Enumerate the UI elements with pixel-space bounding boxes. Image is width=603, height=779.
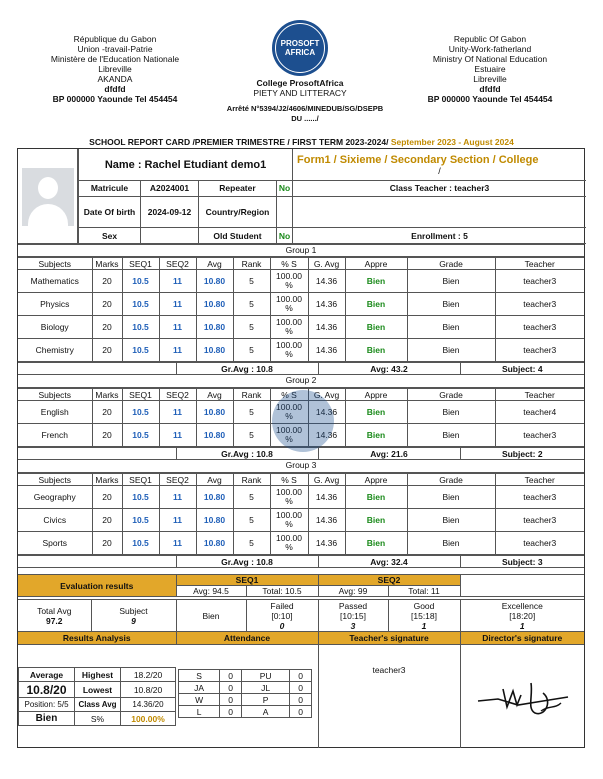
- bottom-headers: [18, 631, 584, 645]
- subject-cell: 11: [159, 401, 196, 424]
- subject-cell: 20: [92, 486, 122, 509]
- group-subject: Subject: 2: [460, 448, 584, 460]
- column-header: G. Avg: [308, 258, 345, 270]
- subject-cell: teacher3: [495, 316, 584, 339]
- country-value: [277, 196, 293, 228]
- subject-cell: 10.80: [196, 509, 233, 532]
- subject-cell: Biology: [18, 316, 92, 339]
- attendance-cell: 0: [290, 682, 312, 694]
- subject-cell: 10.5: [122, 293, 159, 316]
- enrollment: Enrollment : 5: [293, 228, 587, 244]
- column-header: G. Avg: [308, 389, 345, 401]
- attendance-header: Attendance: [176, 632, 318, 645]
- excellence-range: [18:20]: [509, 610, 536, 621]
- seq2-total: Total: 11: [388, 586, 460, 597]
- column-header: Avg: [196, 258, 233, 270]
- subject-cell: 10.5: [122, 424, 159, 447]
- excellence-cell: [460, 600, 584, 632]
- school-motto: PIETY AND LITTERACY: [253, 88, 347, 98]
- seq2-avg: Avg: 99: [318, 586, 388, 597]
- header-right-line: Libreville: [473, 74, 507, 84]
- blank-cell: [18, 556, 176, 568]
- excellence-label: Excellence: [501, 600, 543, 611]
- seq2-header: SEQ2: [318, 575, 460, 586]
- attendance-cell: W: [179, 694, 220, 706]
- group-gr-avg: Gr.Avg : 10.8: [176, 556, 318, 568]
- attendance-cell: PU: [241, 670, 289, 682]
- subject-cell: 10.5: [122, 532, 159, 555]
- blank-cell: [293, 196, 587, 228]
- evaluation-title: Evaluation results: [18, 575, 176, 597]
- table-row: [18, 509, 584, 532]
- lowest-label: Lowest: [75, 682, 121, 698]
- subject-cell: Bien: [345, 424, 407, 447]
- subject-cell: teacher3: [495, 339, 584, 362]
- subject-count-cell: [91, 600, 176, 632]
- group-avg: Avg: 43.2: [318, 363, 460, 375]
- student-info: [18, 149, 586, 244]
- subject-cell: 11: [159, 293, 196, 316]
- seq1-total: Total: 10.5: [246, 586, 318, 597]
- subject-cell: 14.36: [308, 316, 345, 339]
- column-header: % S: [270, 474, 308, 486]
- passed-range: [10:15]: [340, 610, 366, 621]
- average-label: Average: [19, 668, 75, 682]
- group-title: Group 2: [18, 375, 584, 388]
- header-left-line: Ministère de l'Education Nationale: [50, 54, 180, 64]
- position: Position: 5/5: [19, 698, 75, 712]
- group-title: Group 3: [18, 460, 584, 473]
- column-header: SEQ2: [159, 389, 196, 401]
- attendance-cell: JL: [241, 682, 289, 694]
- group-gr-avg: Gr.Avg : 10.8: [176, 363, 318, 375]
- subject-cell: 10.5: [122, 316, 159, 339]
- subject-cell: 14.36: [308, 293, 345, 316]
- table-row: [18, 532, 584, 555]
- table-row: [18, 270, 584, 293]
- group-summary: [18, 555, 584, 568]
- subject-cell: 10.5: [122, 339, 159, 362]
- attendance-cell: S: [179, 670, 220, 682]
- subject-cell: 10.5: [122, 486, 159, 509]
- column-header: Appre: [345, 474, 407, 486]
- attendance-row: [179, 670, 312, 682]
- subject-cell: Bien: [345, 316, 407, 339]
- divider: [318, 644, 319, 748]
- subject-cell: 100.00 %: [270, 270, 308, 293]
- column-header: Rank: [233, 474, 270, 486]
- subject-cell: Bien: [407, 270, 495, 293]
- header-left-line: République du Gabon: [73, 34, 157, 44]
- subject-cell: 11: [159, 486, 196, 509]
- subject-cell: Chemistry: [18, 339, 92, 362]
- column-header: Rank: [233, 258, 270, 270]
- class-info-slash: /: [438, 165, 441, 176]
- dob-label: Date Of birth: [79, 196, 141, 228]
- subject-cell: 5: [233, 316, 270, 339]
- student-photo: [18, 149, 78, 244]
- class-avg-value: 14.36/20: [121, 698, 176, 712]
- group-table: [18, 257, 584, 362]
- header-right-line: dfdfd: [479, 84, 501, 94]
- attendance-cell: 0: [290, 694, 312, 706]
- subject-cell: Bien: [407, 509, 495, 532]
- highest-label: Highest: [75, 668, 121, 682]
- student-info-table: [78, 149, 586, 244]
- appreciation: Bien: [176, 600, 246, 632]
- column-header: % S: [270, 389, 308, 401]
- attendance-cell: JA: [179, 682, 220, 694]
- column-header: Subjects: [18, 474, 92, 486]
- subject-cell: 11: [159, 316, 196, 339]
- subject-cell: Bien: [407, 339, 495, 362]
- header-right-line: Estuaire: [474, 64, 506, 74]
- subject-cell: 5: [233, 339, 270, 362]
- evaluation-stats: [18, 599, 584, 632]
- subject-cell: 100.00 %: [270, 486, 308, 509]
- header-right: [405, 34, 575, 104]
- logo-text-1: PROSOFT: [280, 39, 320, 48]
- column-header: Appre: [345, 258, 407, 270]
- passed-label: Passed: [338, 600, 368, 611]
- group-subject: Subject: 3: [460, 556, 584, 568]
- group-avg: Avg: 21.6: [318, 448, 460, 460]
- decree-line: DU ....../: [291, 114, 319, 123]
- header-left: [30, 34, 200, 104]
- total-avg-value: 97.2: [45, 615, 63, 626]
- evaluation-table: [18, 574, 584, 597]
- column-header: G. Avg: [308, 474, 345, 486]
- subject-cell: 11: [159, 532, 196, 555]
- header-left-line: Libreville: [98, 64, 132, 74]
- subject-cell: 10.5: [122, 509, 159, 532]
- subject-cell: 5: [233, 424, 270, 447]
- attendance-cell: L: [179, 706, 220, 718]
- director-signature-image: [473, 671, 573, 721]
- attendance-row: [179, 706, 312, 718]
- average-value: 10.8/20: [19, 682, 75, 698]
- final-appreciation: Bien: [19, 712, 75, 726]
- subject-cell: 10.80: [196, 316, 233, 339]
- subject-cell: Bien: [345, 486, 407, 509]
- column-header: SEQ1: [122, 389, 159, 401]
- results-analysis-header: Results Analysis: [18, 632, 176, 645]
- teacher-signature-header: Teacher's signature: [318, 632, 460, 645]
- column-header: Teacher: [495, 474, 584, 486]
- failed-range: [0:10]: [271, 610, 293, 621]
- report-title-main: SCHOOL REPORT CARD /PREMIER TRIMESTRE / FIRST TERM 2023-2024/: [89, 137, 389, 147]
- header-left-line: Union -travail-Patrie: [77, 44, 153, 54]
- subject-cell: 11: [159, 339, 196, 362]
- subject-cell: 20: [92, 293, 122, 316]
- director-signature-header: Director's signature: [460, 632, 584, 645]
- attendance-cell: 0: [220, 706, 242, 718]
- attendance-cell: 0: [220, 694, 242, 706]
- old-student-label: Old Student: [199, 228, 277, 244]
- subject-cell: 14.36: [308, 424, 345, 447]
- total-avg-cell: [18, 600, 91, 632]
- column-header: Marks: [92, 474, 122, 486]
- subject-cell: 14.36: [308, 486, 345, 509]
- highest-value: 18.2/20: [121, 668, 176, 682]
- subject-cell: 100.00 %: [270, 293, 308, 316]
- sex-label: Sex: [79, 228, 141, 244]
- matricule-label: Matricule: [79, 181, 141, 197]
- header-right-line: Ministry Of National Education: [432, 54, 548, 64]
- subject-cell: 100.00 %: [270, 316, 308, 339]
- subject-cell: 14.36: [308, 532, 345, 555]
- subject-cell: teacher3: [495, 509, 584, 532]
- column-header: SEQ2: [159, 258, 196, 270]
- good-cell: [388, 600, 460, 632]
- column-header: Subjects: [18, 389, 92, 401]
- header-right-line: Unity-Work-fatherland: [448, 44, 532, 54]
- subject-cell: Bien: [345, 339, 407, 362]
- subject-cell: Geography: [18, 486, 92, 509]
- group-table: [18, 473, 584, 555]
- school-name: College ProsoftAfrica: [256, 78, 344, 88]
- header-right-line: Republic Of Gabon: [453, 34, 527, 44]
- school-logo: [272, 20, 328, 76]
- subject-cell: 100.00 %: [270, 532, 308, 555]
- subject-count-label: Subject: [119, 605, 148, 616]
- subject-cell: 20: [92, 316, 122, 339]
- report-header: [0, 34, 603, 124]
- s-label: S%: [75, 712, 121, 726]
- student-name: Name : Rachel Etudiant demo1: [79, 149, 293, 181]
- repeater-label: Repeater: [199, 181, 277, 197]
- subject-cell: 10.5: [122, 401, 159, 424]
- column-header: Avg: [196, 474, 233, 486]
- subject-cell: 5: [233, 270, 270, 293]
- subject-cell: 20: [92, 401, 122, 424]
- class-info: Form1 / Sixieme / Secondary Section / College: [297, 153, 539, 166]
- subject-cell: 11: [159, 270, 196, 293]
- subject-count-value: 9: [131, 615, 136, 626]
- attendance-table: [178, 669, 312, 718]
- group-summary: [18, 362, 584, 375]
- subject-cell: 20: [92, 509, 122, 532]
- table-row: [18, 293, 584, 316]
- subject-cell: 10.80: [196, 339, 233, 362]
- subject-cell: 10.5: [122, 270, 159, 293]
- blank-cell: [460, 575, 584, 597]
- subject-cell: Mathematics: [18, 270, 92, 293]
- column-header: Teacher: [495, 389, 584, 401]
- seq1-avg: Avg: 94.5: [176, 586, 246, 597]
- attendance-cell: 0: [290, 670, 312, 682]
- class-avg-label: Class Avg: [75, 698, 121, 712]
- column-header: Marks: [92, 258, 122, 270]
- avatar-placeholder-icon: [22, 168, 74, 226]
- matricule-value: A2024001: [141, 181, 199, 197]
- subject-cell: 20: [92, 424, 122, 447]
- column-header: Marks: [92, 389, 122, 401]
- subject-cell: 14.36: [308, 339, 345, 362]
- attendance-row: [179, 682, 312, 694]
- subject-cell: 100.00 %: [270, 509, 308, 532]
- group-title: Group 1: [18, 244, 584, 257]
- column-header: Subjects: [18, 258, 92, 270]
- results-analysis-table: [18, 667, 176, 726]
- column-header: % S: [270, 258, 308, 270]
- subject-cell: French: [18, 424, 92, 447]
- class-info-cell: [293, 149, 587, 181]
- header-left-line: AKANDA: [97, 74, 133, 84]
- good-label: Good: [413, 600, 435, 611]
- subject-cell: teacher3: [495, 293, 584, 316]
- total-avg-label: Total Avg: [37, 605, 72, 616]
- repeater-value: No: [277, 181, 293, 197]
- column-header: Grade: [407, 474, 495, 486]
- header-left-line: dfdfd: [104, 84, 126, 94]
- subject-cell: Bien: [345, 532, 407, 555]
- column-header: Appre: [345, 389, 407, 401]
- subject-cell: 10.80: [196, 270, 233, 293]
- header-center: [205, 20, 395, 98]
- subject-cell: teacher3: [495, 486, 584, 509]
- subject-cell: English: [18, 401, 92, 424]
- attendance-cell: A: [241, 706, 289, 718]
- table-row: [18, 339, 584, 362]
- subject-cell: teacher3: [495, 532, 584, 555]
- subject-cell: Sports: [18, 532, 92, 555]
- failed-label: Failed: [270, 600, 294, 611]
- subject-cell: Bien: [407, 293, 495, 316]
- logo-text-2: AFRICA: [284, 48, 316, 57]
- good-value: 1: [421, 620, 427, 631]
- group-subject: Subject: 4: [460, 363, 584, 375]
- class-teacher: Class Teacher : teacher3: [293, 181, 587, 197]
- subject-cell: 5: [233, 509, 270, 532]
- passed-value: 3: [350, 620, 356, 631]
- subject-cell: Bien: [407, 401, 495, 424]
- subject-cell: 20: [92, 339, 122, 362]
- header-right-line: BP 000000 Yaounde Tel 454454: [427, 94, 553, 104]
- subject-cell: 10.80: [196, 486, 233, 509]
- header-left-line: BP 000000 Yaounde Tel 454454: [52, 94, 178, 104]
- subject-cell: 10.80: [196, 424, 233, 447]
- subject-cell: 5: [233, 293, 270, 316]
- sex-value: [141, 228, 199, 244]
- failed-cell: [246, 600, 318, 632]
- column-header: Rank: [233, 389, 270, 401]
- blank-cell: [18, 448, 176, 460]
- subject-cell: Bien: [345, 509, 407, 532]
- attendance-row: [179, 694, 312, 706]
- subject-cell: teacher3: [495, 424, 584, 447]
- column-header: SEQ1: [122, 474, 159, 486]
- group-avg: Avg: 32.4: [318, 556, 460, 568]
- seq1-header: SEQ1: [176, 575, 318, 586]
- column-header: Teacher: [495, 258, 584, 270]
- table-row: [18, 486, 584, 509]
- lowest-value: 10.8/20: [121, 682, 176, 698]
- subject-cell: 10.80: [196, 401, 233, 424]
- column-header: Grade: [407, 389, 495, 401]
- decree-line: Arrêté N°5394/J2/4606/MINEDUB/SG/DSEPB: [226, 104, 384, 113]
- subject-cell: 14.36: [308, 401, 345, 424]
- subject-cell: 20: [92, 270, 122, 293]
- subject-cell: 11: [159, 509, 196, 532]
- excellence-value: 1: [519, 620, 525, 631]
- good-range: [15:18]: [411, 610, 437, 621]
- report-title-year: September 2023 - August 2024: [390, 137, 514, 147]
- subject-cell: 14.36: [308, 509, 345, 532]
- subject-cell: 10.80: [196, 532, 233, 555]
- group-gr-avg: Gr.Avg : 10.8: [176, 448, 318, 460]
- subject-cell: 20: [92, 532, 122, 555]
- column-header: SEQ1: [122, 258, 159, 270]
- subject-cell: Bien: [407, 316, 495, 339]
- subject-cell: 14.36: [308, 270, 345, 293]
- attendance-cell: P: [241, 694, 289, 706]
- subject-cell: Bien: [345, 270, 407, 293]
- attendance-cell: 0: [220, 682, 242, 694]
- subject-cell: 11: [159, 424, 196, 447]
- teacher-signature: teacher3: [372, 665, 406, 675]
- subject-cell: teacher4: [495, 401, 584, 424]
- subject-cell: Bien: [407, 486, 495, 509]
- watermark-stamp-icon: [272, 390, 334, 452]
- subject-cell: 5: [233, 401, 270, 424]
- subject-cell: Bien: [407, 532, 495, 555]
- column-header: Grade: [407, 258, 495, 270]
- failed-value: 0: [279, 620, 285, 631]
- report-title: [0, 137, 603, 147]
- subject-cell: 5: [233, 532, 270, 555]
- subject-cell: 100.00 %: [270, 339, 308, 362]
- blank-cell: [18, 363, 176, 375]
- s-value: 100.00%: [121, 712, 176, 726]
- subject-cell: Bien: [345, 293, 407, 316]
- subject-cell: 100.00 %: [270, 401, 308, 424]
- subject-cell: Civics: [18, 509, 92, 532]
- table-row: [18, 316, 584, 339]
- subject-cell: 5: [233, 486, 270, 509]
- column-header: SEQ2: [159, 474, 196, 486]
- subject-cell: Bien: [345, 401, 407, 424]
- subject-cell: 10.80: [196, 293, 233, 316]
- country-label: Country/Region: [199, 196, 277, 228]
- subject-cell: teacher3: [495, 270, 584, 293]
- decree: [190, 104, 420, 124]
- column-header: Avg: [196, 389, 233, 401]
- divider: [460, 644, 461, 748]
- dob-value: 2024-09-12: [141, 196, 199, 228]
- passed-cell: [318, 600, 388, 632]
- subject-cell: Physics: [18, 293, 92, 316]
- subject-cell: 100.00 %: [270, 424, 308, 447]
- attendance-cell: 0: [290, 706, 312, 718]
- old-student-value: No: [277, 228, 293, 244]
- attendance-cell: 0: [220, 670, 242, 682]
- subject-cell: Bien: [407, 424, 495, 447]
